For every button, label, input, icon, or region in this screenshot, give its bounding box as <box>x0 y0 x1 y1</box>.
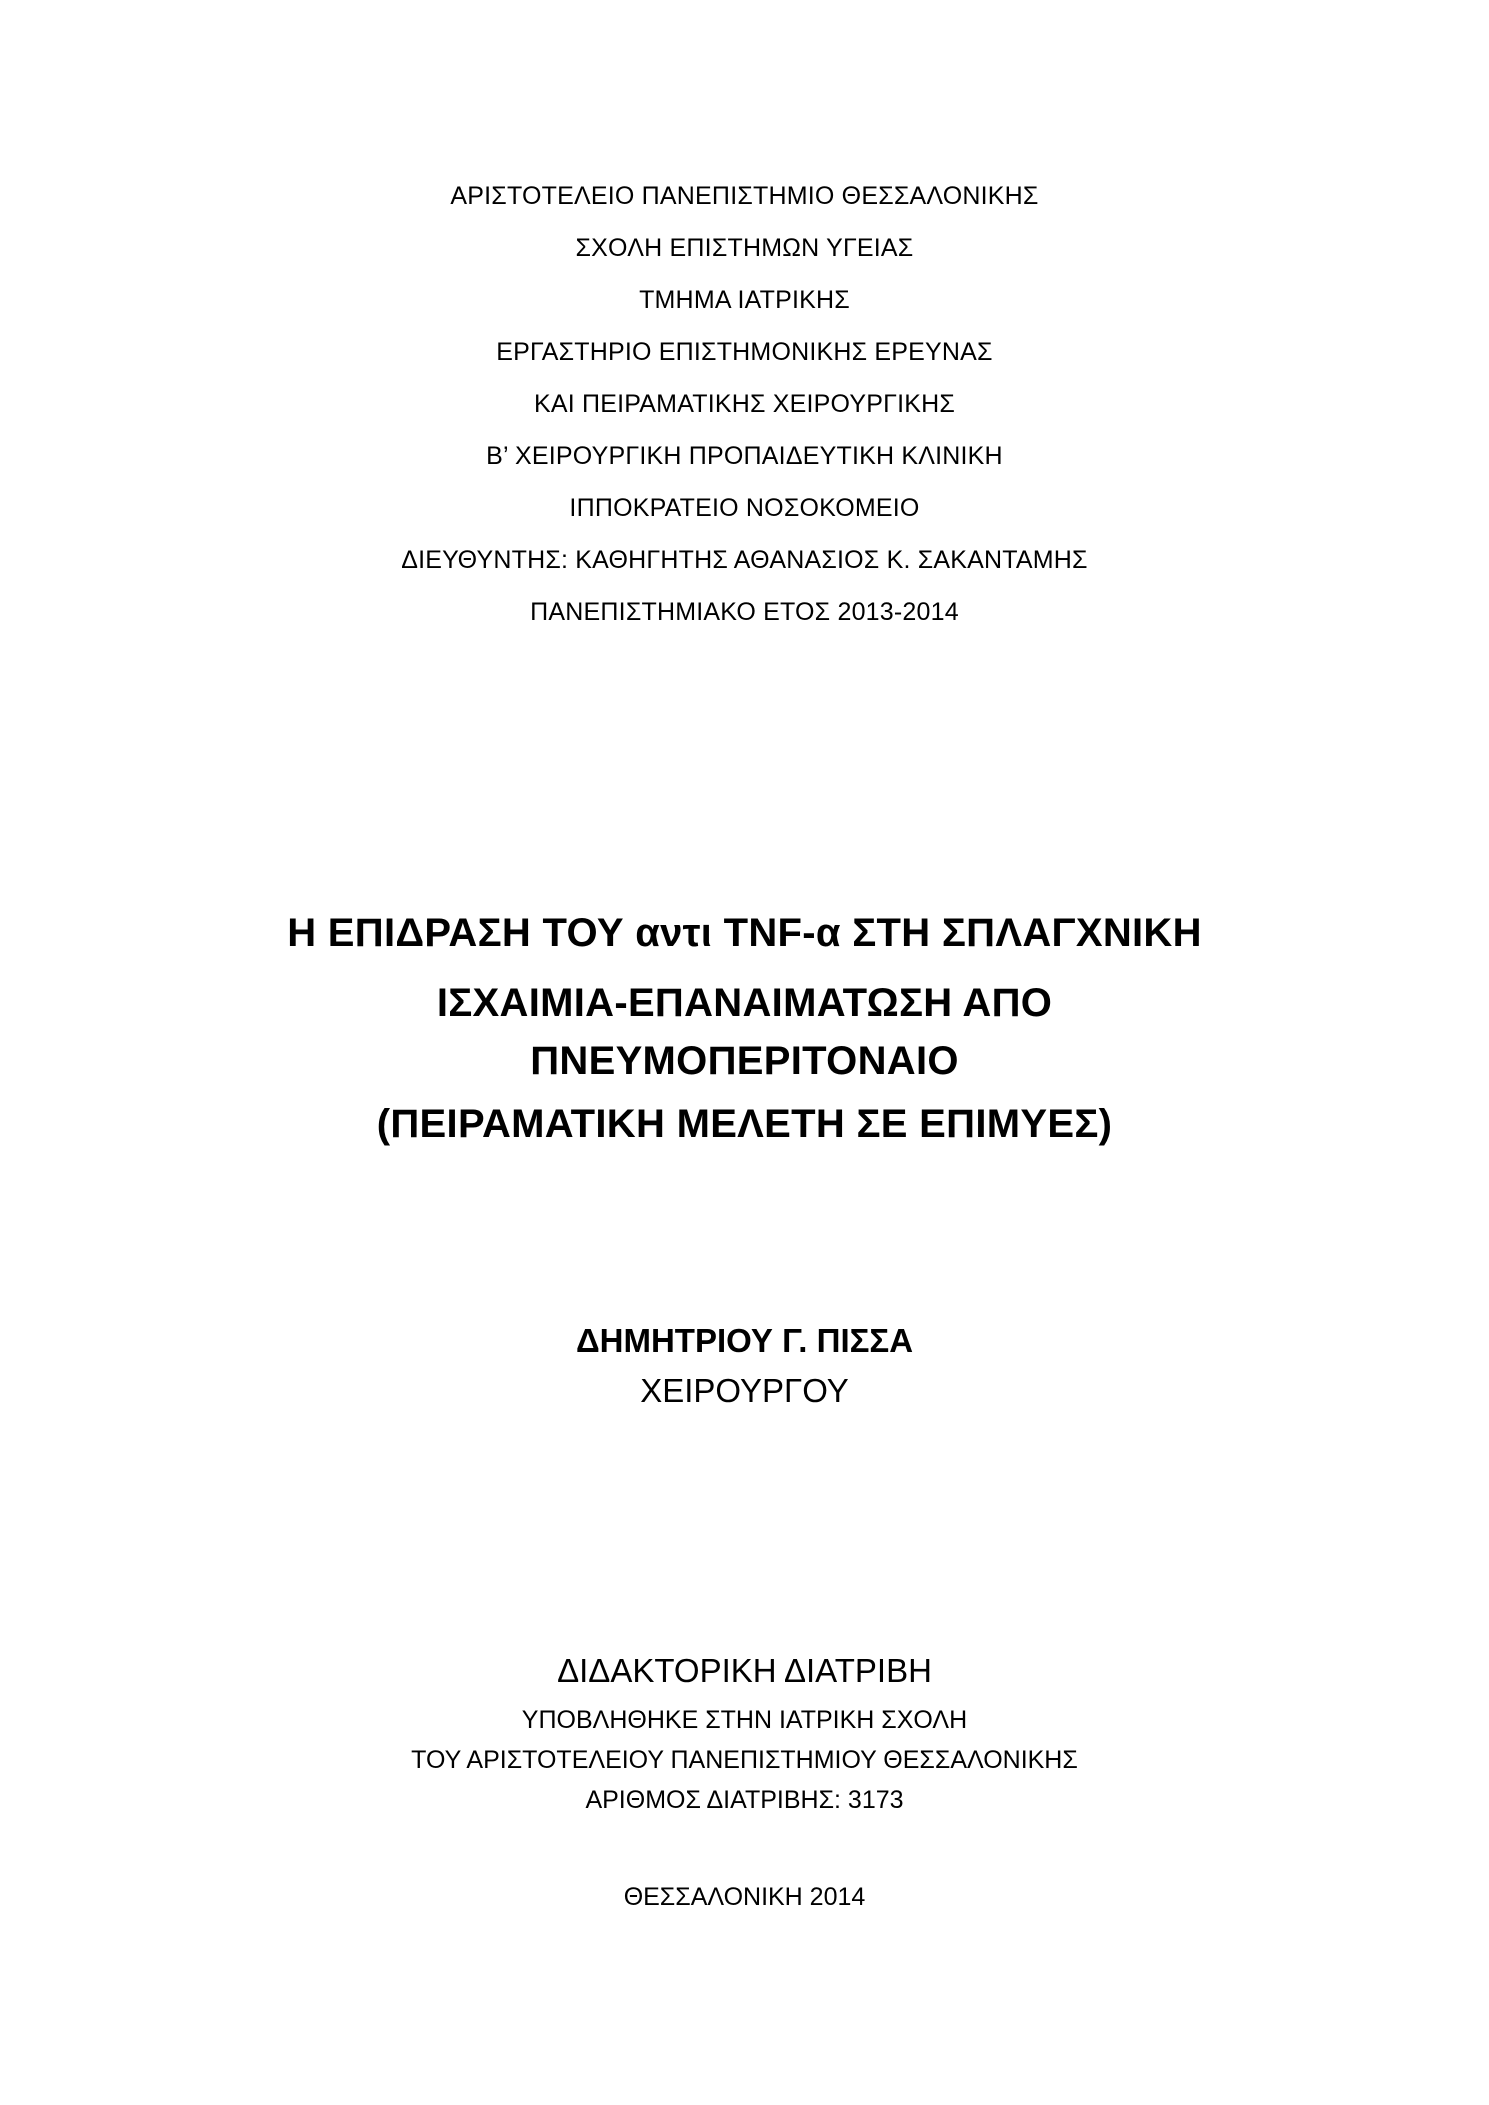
laboratory-name-line2: ΚΑΙ ΠΕΙΡΑΜΑΤΙΚΗΣ ΧΕΙΡΟΥΡΓΙΚΗΣ <box>533 390 956 418</box>
clinic-name: Β’ ΧΕΙΡΟΥΡΓΙΚΗ ΠΡΟΠΑΙΔΕΥΤΙΚΗ ΚΛΙΝΙΚΗ <box>486 442 1003 470</box>
thesis-type: ΔΙΔΑΚΤΟΡΙΚΗ ΔΙΑΤΡΙΒΗ <box>557 1652 932 1689</box>
thesis-title-line2: ΙΣΧΑΙΜΙΑ-ΕΠΑΝΑΙΜΑΤΩΣΗ ΑΠΟ <box>436 981 1053 1025</box>
thesis-title-line3: ΠΝΕΥΜΟΠΕΡΙΤΟΝΑΙΟ <box>530 1039 959 1083</box>
hospital-name: ΙΠΠΟΚΡΑΤΕΙΟ ΝΟΣΟΚΟΜΕΙΟ <box>569 494 920 522</box>
author-name: ΔΗΜΗΤΡΙΟΥ Γ. ΠΙΣΣΑ <box>575 1322 914 1359</box>
academic-year: ΠΑΝΕΠΙΣΤΗΜΙΑΚΟ ΕΤΟΣ 2013-2014 <box>530 598 959 626</box>
director-line: ΔΙΕΥΘΥΝΤΗΣ: ΚΑΘΗΓΗΤΗΣ ΑΘΑΝΑΣΙΟΣ Κ. ΣΑΚΑΝΤΑΜΗΣ <box>401 546 1088 574</box>
school-name: ΣΧΟΛΗ ΕΠΙΣΤΗΜΩΝ ΥΓΕΙΑΣ <box>575 234 914 262</box>
place-and-year: ΘΕΣΣΑΛΟΝΙΚΗ 2014 <box>623 1883 866 1911</box>
thesis-title-line1: Η ΕΠΙΔΡΑΣΗ ΤΟΥ αντι TNF-α ΣΤΗ ΣΠΛΑΓΧΝΙΚΗ <box>287 911 1202 955</box>
university-name: ΑΡΙΣΤΟΤΕΛΕΙΟ ΠΑΝΕΠΙΣΤΗΜΙΟ ΘΕΣΣΑΛΟΝΙΚΗΣ <box>450 182 1039 210</box>
submission-line2: ΤΟΥ ΑΡΙΣΤΟΤΕΛΕΙΟΥ ΠΑΝΕΠΙΣΤΗΜΙΟΥ ΘΕΣΣΑΛΟΝΙΚΗΣ <box>411 1746 1078 1774</box>
thesis-number: ΑΡΙΘΜΟΣ ΔΙΑΤΡΙΒΗΣ: 3173 <box>585 1786 904 1814</box>
submission-line1: ΥΠΟΒΛΗΘΗΚΕ ΣΤΗΝ ΙΑΤΡΙΚΗ ΣΧΟΛΗ <box>521 1706 968 1734</box>
department-name: ΤΜΗΜΑ ΙΑΤΡΙΚΗΣ <box>639 286 850 314</box>
author-role: ΧΕΙΡΟΥΡΓΟΥ <box>640 1372 849 1409</box>
thesis-title-line4: (ΠΕΙΡΑΜΑΤΙΚΗ ΜΕΛΕΤΗ ΣΕ ΕΠΙΜΥΕΣ) <box>376 1102 1113 1146</box>
laboratory-name-line1: ΕΡΓΑΣΤΗΡΙΟ ΕΠΙΣΤΗΜΟΝΙΚΗΣ ΕΡΕΥΝΑΣ <box>496 338 993 366</box>
